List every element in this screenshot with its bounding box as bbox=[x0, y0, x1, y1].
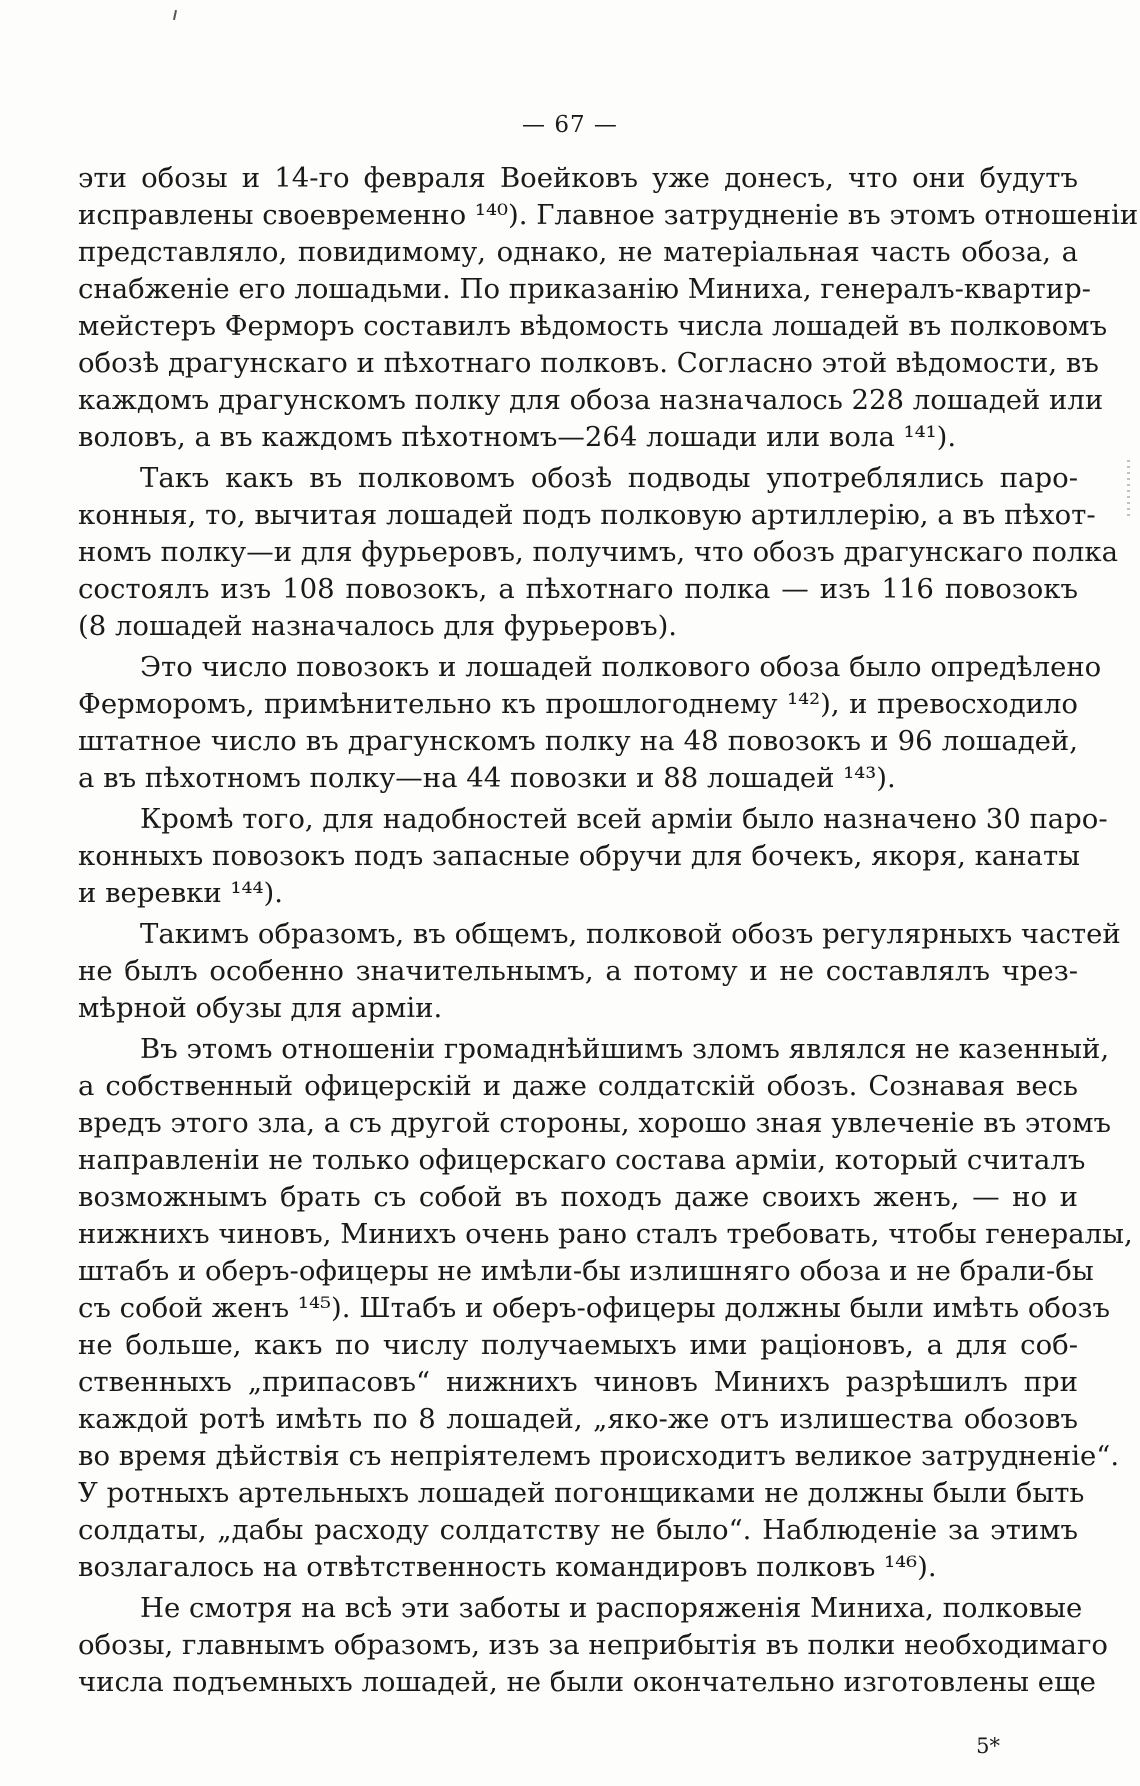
text-line: каждой ротѣ имѣть по 8 лошадей, „яко-же отъ излишества обозовъ bbox=[78, 1403, 1078, 1435]
signature-mark: 5* bbox=[976, 1734, 1000, 1758]
text-line: номъ полку—и для фурьеровъ, получимъ, что обозъ драгунскаго полка bbox=[78, 536, 1118, 568]
stray-mark bbox=[173, 10, 177, 20]
text-line: состоялъ изъ 108 повозокъ, а пѣхотнаго полка — изъ 116 повозокъ bbox=[78, 573, 1078, 605]
text-line: каждомъ драгунскомъ полку для обоза назначалось 228 лошадей или bbox=[78, 384, 1104, 416]
text-line: представляло, повидимому, однако, не матеріальная часть обоза, а bbox=[78, 236, 1078, 268]
text-line: вредъ этого зла, а съ другой стороны, хорошо зная увлеченіе въ этомъ bbox=[78, 1107, 1111, 1139]
text-line: штатное число въ драгунскомъ полку на 48 повозокъ и 96 лошадей, bbox=[78, 725, 1078, 757]
text-line: снабженіе его лошадьми. По приказанію Миниха, генералъ-квартир- bbox=[78, 273, 1091, 305]
page-number: — 67 — bbox=[522, 112, 618, 138]
text-line: числа подъемныхъ лошадей, не были окончательно изготовлены еще bbox=[78, 1666, 1096, 1698]
text-line: обозѣ драгунскаго и пѣхотнаго полковъ. Согласно этой вѣдомости, въ bbox=[78, 347, 1099, 379]
paragraph bbox=[78, 1590, 1108, 1701]
text-line: Такъ какъ въ полковомъ обозѣ подводы употреблялись паро- bbox=[140, 462, 1078, 494]
text-line: ственныхъ „припасовъ“ нижнихъ чиновъ Минихъ разрѣшилъ при bbox=[78, 1366, 1078, 1398]
text-line: направленіи не только офицерскаго состава арміи, который считалъ bbox=[78, 1144, 1086, 1176]
text-line: конныхъ повозокъ подъ запасные обручи для бочекъ, якоря, канаты bbox=[78, 840, 1081, 872]
text-line: возлагалось на отвѣтственность командировъ полковъ ¹⁴⁶). bbox=[78, 1551, 937, 1583]
text-line: мѣрной обузы для арміи. bbox=[78, 992, 443, 1024]
text-line: конныя, то, вычитая лошадей подъ полковую артиллерію, а въ пѣхот- bbox=[78, 499, 1096, 531]
text-line: мейстеръ Ферморъ составилъ вѣдомость числа лошадей въ полковомъ bbox=[78, 310, 1108, 342]
text-line: солдаты, „дабы расходу солдатству не было“. Наблюденіе за этимъ bbox=[78, 1514, 1078, 1546]
text-line: эти обозы и 14-го февраля Воейковъ уже донесъ, что они будутъ bbox=[78, 162, 1078, 194]
text-line: а въ пѣхотномъ полку—на 44 повозки и 88 лошадей ¹⁴³). bbox=[78, 762, 896, 794]
text-line: а собственный офицерскій и даже солдатскій обозъ. Сознавая весь bbox=[78, 1070, 1078, 1102]
text-line: нижнихъ чиновъ, Минихъ очень рано сталъ требовать, чтобы генералы, bbox=[78, 1218, 1133, 1250]
text-line: У ротныхъ артельныхъ лошадей погонщиками не должны были быть bbox=[78, 1477, 1085, 1509]
text-line: не больше, какъ по числу получаемыхъ ими раціоновъ, а для соб- bbox=[78, 1329, 1078, 1361]
text-line: (8 лошадей назначалось для фурьеровъ). bbox=[78, 610, 678, 642]
paragraph bbox=[78, 916, 1121, 1027]
text-line: съ собой женъ ¹⁴⁵). Штабъ и оберъ-офицеры должны были имѣть обозъ bbox=[78, 1292, 1111, 1324]
paragraph bbox=[78, 649, 1102, 797]
scan-edge-marks bbox=[1127, 460, 1130, 520]
paragraph bbox=[78, 460, 1118, 645]
text-line: Въ этомъ отношеніи громаднѣйшимъ зломъ являлся не казенный, bbox=[140, 1033, 1110, 1065]
body-text bbox=[78, 160, 1139, 1705]
text-line: штабъ и оберъ-офицеры не имѣли-бы излишняго обоза и не брали-бы bbox=[78, 1255, 1094, 1287]
text-line: Такимъ образомъ, въ общемъ, полковой обозъ регулярныхъ частей bbox=[140, 918, 1121, 950]
text-line: воловъ, а въ каждомъ пѣхотномъ—264 лошади или вола ¹⁴¹). bbox=[78, 421, 957, 453]
text-line: Это число повозокъ и лошадей полкового обоза было опредѣлено bbox=[140, 651, 1102, 683]
text-line: возможнымъ брать съ собой въ походъ даже своихъ женъ, — но и bbox=[78, 1181, 1078, 1213]
text-line: исправлены своевременно ¹⁴⁰). Главное затрудненіе въ этомъ отношеніи bbox=[78, 199, 1139, 231]
text-line: и веревки ¹⁴⁴). bbox=[78, 877, 283, 909]
text-line: во время дѣйствія съ непріятелемъ происходитъ великое затрудненіе“. bbox=[78, 1440, 1120, 1472]
paragraph bbox=[78, 1031, 1133, 1586]
paragraph bbox=[78, 160, 1139, 456]
paragraph bbox=[78, 801, 1108, 912]
text-line: обозы, главнымъ образомъ, изъ за неприбытія въ полки необходимаго bbox=[78, 1629, 1108, 1661]
text-line: Ферморомъ, примѣнительно къ прошлогоднему ¹⁴²), и превосходило bbox=[78, 688, 1078, 720]
text-line: не былъ особенно значительнымъ, а потому и не составлялъ чрез- bbox=[78, 955, 1078, 987]
text-line: Кромѣ того, для надобностей всей арміи было назначено 30 паро- bbox=[140, 803, 1108, 835]
text-line: Не смотря на всѣ эти заботы и распоряженія Миниха, полковые bbox=[140, 1592, 1083, 1624]
